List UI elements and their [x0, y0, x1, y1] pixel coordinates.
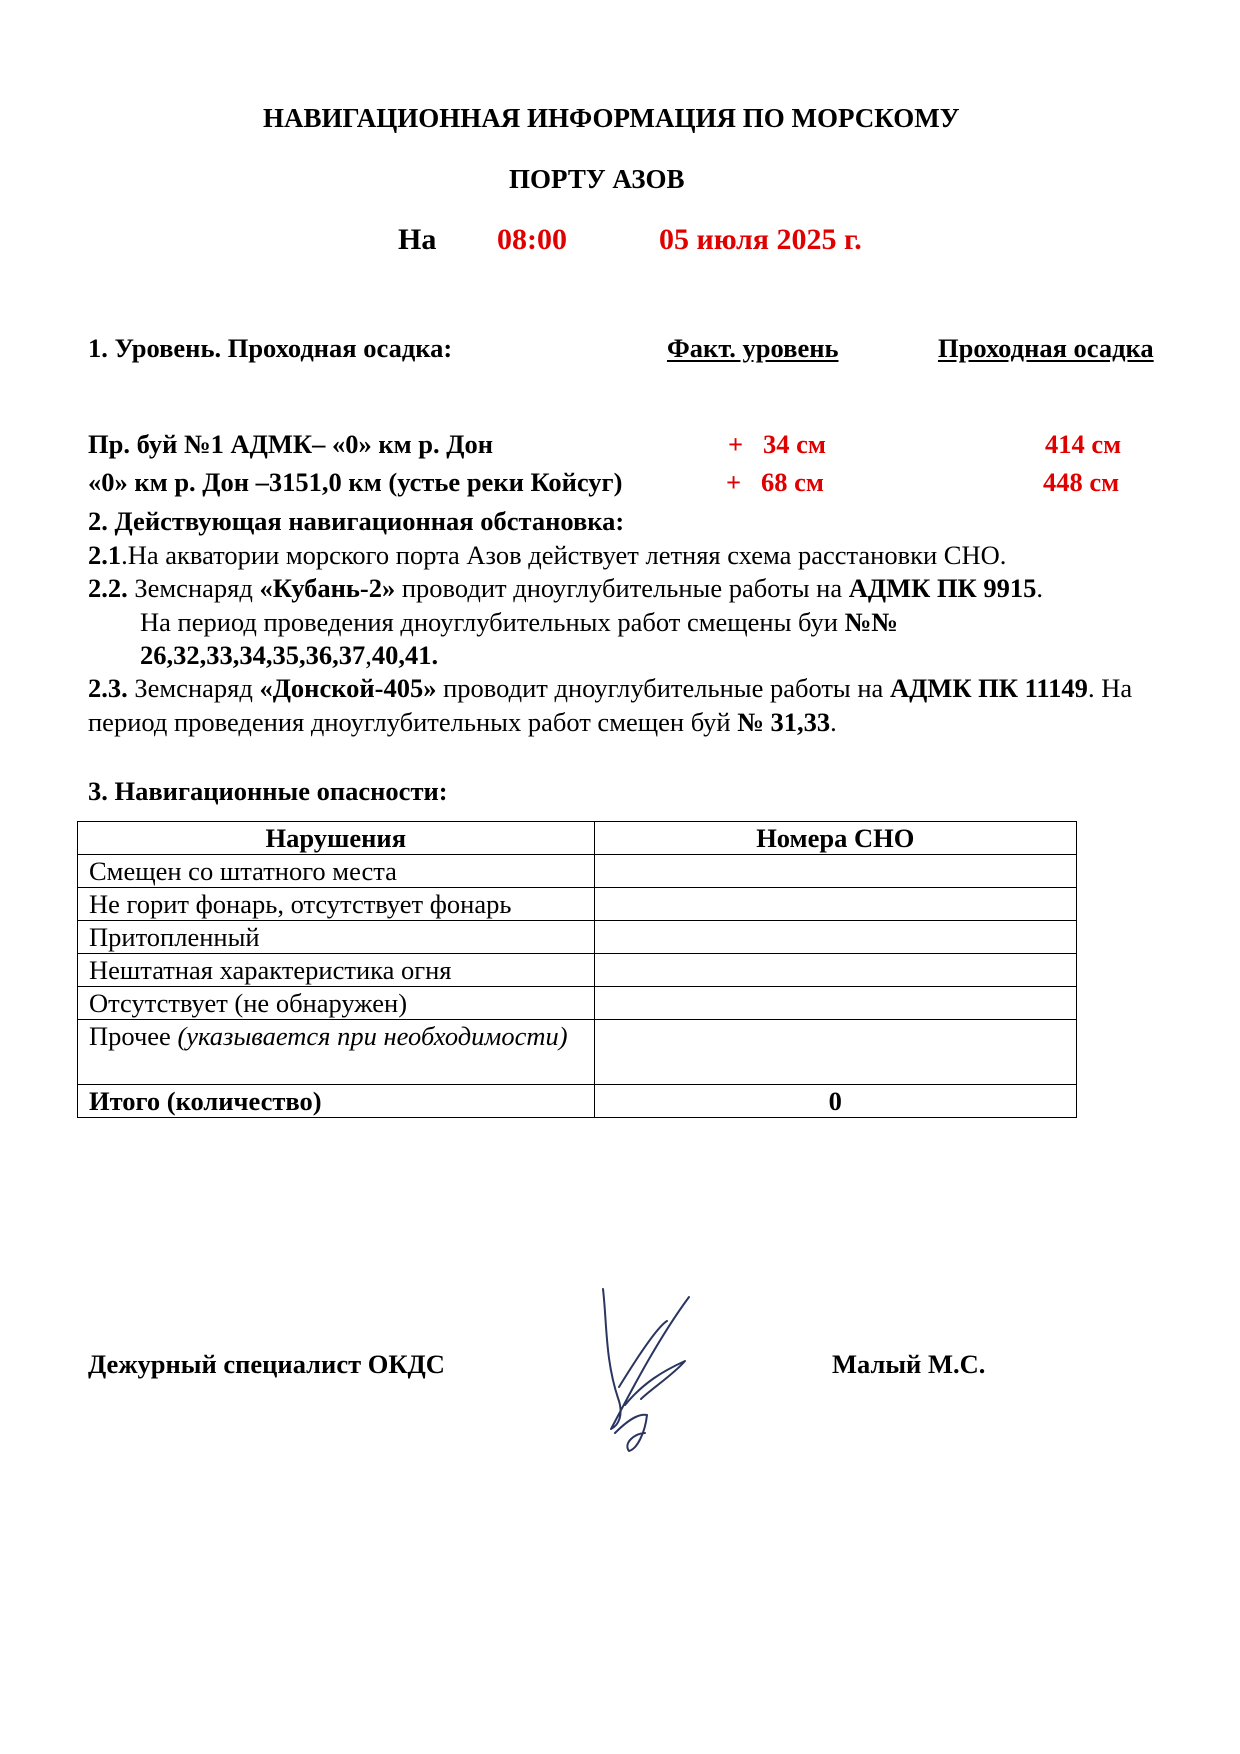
other-violation-cell: [78, 1020, 595, 1085]
title-line-1: НАВИГАЦИОННАЯ ИНФОРМАЦИЯ ПО МОРСКОМУ: [263, 103, 960, 133]
violation-value: [594, 921, 1076, 954]
paragraph-2-1-text: .На акватории морского порта Азов действует летняя схема расстановки СНО.: [121, 540, 1007, 570]
paragraph-2-1-number: 2.1: [88, 540, 122, 570]
other-value: [594, 1020, 1076, 1085]
shifted-buoys-2: № 31,33: [737, 706, 831, 737]
title-line-2: ПОРТУ АЗОВ: [509, 164, 685, 194]
table-row: [78, 888, 1077, 921]
table-row-total: [78, 1085, 1077, 1118]
violation-value: [594, 888, 1076, 921]
paragraph-2-2-text-b: проводит дноуглубительные работы на: [395, 573, 849, 603]
table-row: [78, 954, 1077, 987]
table-header-row: [78, 822, 1077, 855]
column-actual-level: Факт. уровень: [667, 333, 839, 363]
report-date: 05 июля 2025 г.: [659, 223, 862, 256]
report-time: 08:00: [497, 223, 567, 256]
level-row-2-value: + 68 см: [726, 467, 824, 497]
violation-label: Нештатная характеристика огня: [78, 954, 595, 987]
violation-value: [594, 855, 1076, 888]
table-row-other: [78, 1020, 1077, 1085]
other-label: Прочее: [89, 1021, 178, 1051]
column-passing-draft: Проходная осадка: [938, 333, 1154, 363]
column-buoy-numbers: Номера СНО: [594, 822, 1076, 855]
violation-label: Смещен со штатного места: [78, 855, 595, 888]
paragraph-2-3-text-b: проводит дноуглубительные работы на: [436, 673, 890, 703]
total-value: 0: [594, 1085, 1076, 1118]
paragraph-2-3: [88, 672, 1168, 739]
paragraph-2-2-number: 2.2.: [88, 573, 128, 603]
violation-value: [594, 954, 1076, 987]
paragraph-2-2-text-c: .: [1036, 573, 1044, 603]
paragraph-2-3-text-a: Земснаряд: [127, 673, 260, 703]
paragraph-2-3-text-d: .: [830, 706, 837, 737]
level-row-2-draft: 448 см: [1043, 467, 1120, 497]
shifted-buoys-1-sep: ,: [365, 640, 372, 670]
shifted-buoys-1a: №№ 26,32,33,34,35,36,37: [140, 606, 898, 670]
shifted-buoys-1b: 40,41.: [371, 640, 439, 670]
signature: [585, 1283, 715, 1453]
specialist-name: Малый М.С.: [832, 1349, 986, 1379]
level-row-1-label: Пр. буй №1 АДМК– «0» км р. Дон: [88, 429, 494, 459]
paragraph-2-2-text-a: Земснаряд: [127, 573, 260, 603]
column-violations: Нарушения: [78, 822, 595, 855]
dredging-location-2: АДМК ПК 11149: [889, 673, 1088, 703]
paragraph-2-2-text-d: На период проведения дноуглубительных работ смещены буи: [140, 606, 845, 637]
violation-value: [594, 987, 1076, 1020]
paragraph-2-2: [88, 572, 1168, 673]
duty-specialist-role: Дежурный специалист ОКДС: [88, 1349, 445, 1379]
date-label: На: [398, 223, 437, 256]
level-row-2-label: «0» км р. Дон –3151,0 км (устье реки Койсуг): [88, 467, 623, 497]
table-row: [78, 855, 1077, 888]
violation-label: Отсутствует (не обнаружен): [78, 987, 595, 1020]
section-3-heading: 3. Навигационные опасности:: [88, 776, 448, 806]
section-1-heading: 1. Уровень. Проходная осадка:: [88, 333, 453, 363]
paragraph-2-1: [88, 539, 1168, 573]
violation-label: Не горит фонарь, отсутствует фонарь: [78, 888, 595, 921]
table-row: [78, 987, 1077, 1020]
paragraph-2-2-continuation: [88, 606, 1168, 673]
total-label: Итого (количество): [78, 1085, 595, 1118]
paragraph-2-3-text-c: . На период проведения дноуглубительных работ смещен буй: [88, 673, 1133, 737]
table-row: [78, 921, 1077, 954]
other-note: (указывается при необходимости): [177, 1021, 568, 1051]
navigation-hazards-table: [77, 821, 1077, 1118]
dredging-location-1: АДМК ПК 9915: [848, 573, 1037, 603]
dredger-donskoy: «Донской-405»: [259, 673, 437, 703]
level-row-1-draft: 414 см: [1045, 429, 1122, 459]
paragraph-2-3-number: 2.3.: [88, 673, 128, 703]
level-row-1-value: + 34 см: [728, 429, 826, 459]
violation-label: Притопленный: [78, 921, 595, 954]
dredger-kuban: «Кубань-2»: [259, 573, 396, 603]
section-2-heading: 2. Действующая навигационная обстановка:: [88, 506, 625, 536]
